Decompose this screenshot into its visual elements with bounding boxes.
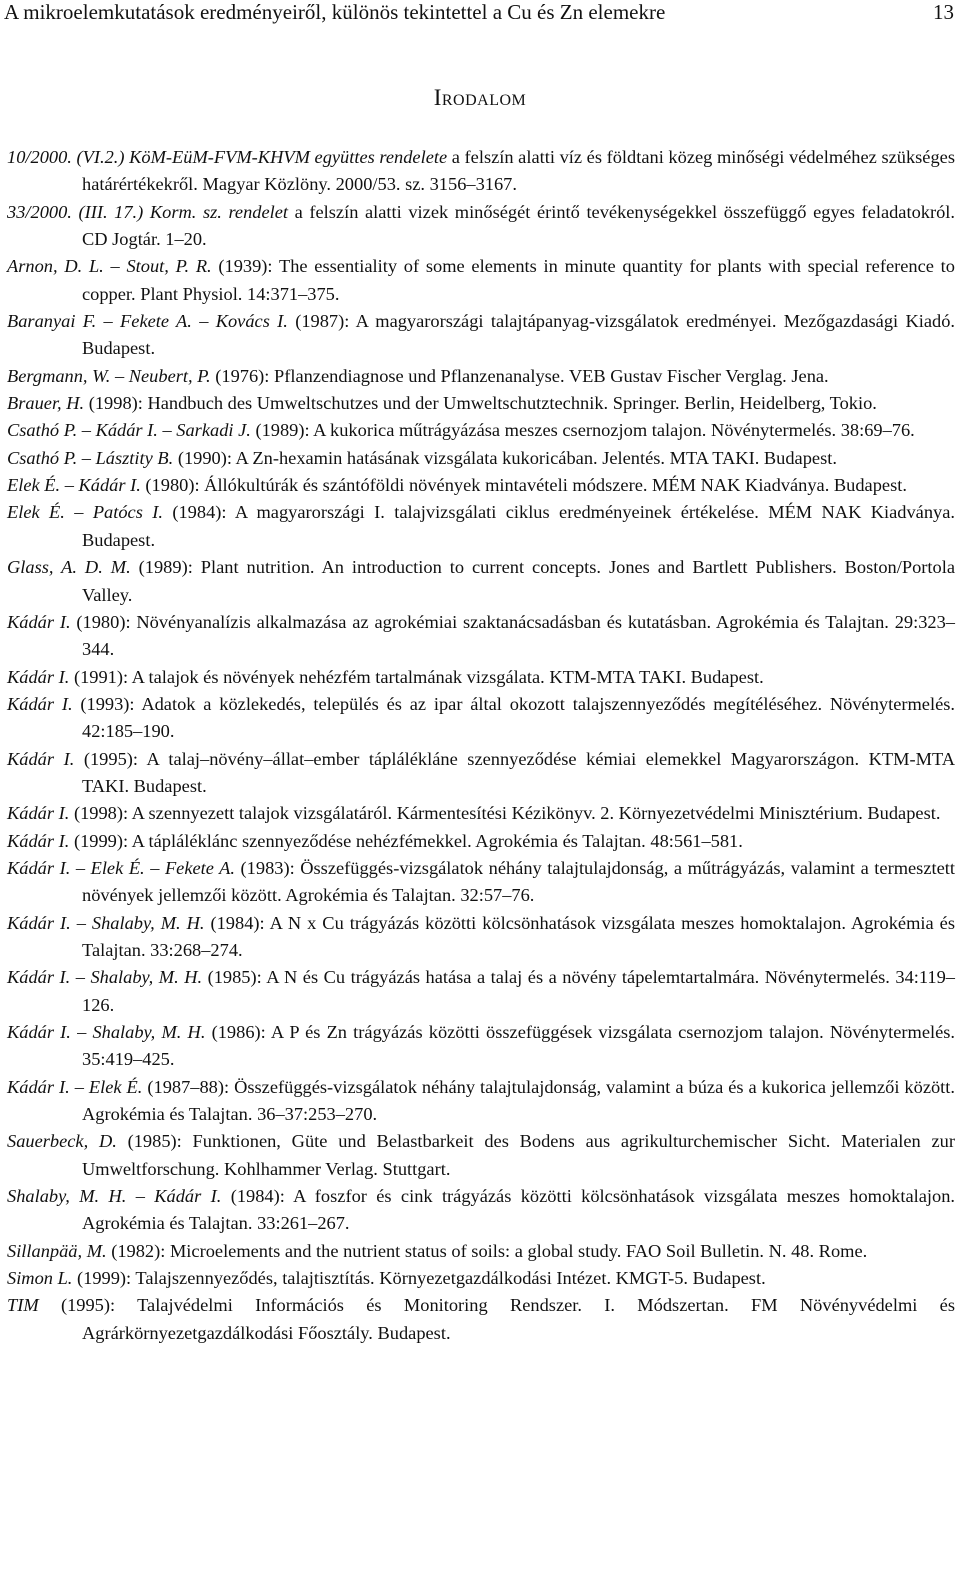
reference-text: a felszín alatti víz és földtani közeg minőségi védelméhez szükséges határértékekről. Magyar Közlöny. 2000/53. sz. 3156–3167. [82, 147, 955, 195]
reference-entry [7, 910, 955, 965]
reference-text: (1980): Állókultúrák és szántóföldi növények mintavételi módszere. MÉM NAK Kiadványa. Budapest. [140, 475, 907, 496]
reference-entry [7, 472, 955, 499]
reference-entry [7, 1183, 955, 1238]
reference-authors: Shalaby, M. H. – Kádár I. [7, 1186, 222, 1207]
reference-entry [7, 499, 955, 554]
reference-entry [7, 609, 955, 664]
reference-entry [7, 445, 955, 472]
reference-entry [7, 199, 955, 254]
reference-text: (1976): Pflanzendiagnose und Pflanzenanalyse. VEB Gustav Fischer Verglag. Jena. [210, 365, 829, 386]
reference-text: (1980): Növényanalízis alkalmazása az agrokémiai szaktanácsadásban és kutatásban. Agrokémia és Talajtan. 29:323–344. [70, 611, 955, 660]
reference-entry [7, 390, 955, 417]
reference-text: (1983): Összefüggés-vizsgálatok néhány talajtulajdonság, a műtrágyázás, valamint a termesztett növények jellemzői között. Agrokémia és Talajtan. 32:57–76. [82, 857, 955, 906]
reference-text: (1982): Microelements and the nutrient status of soils: a global study. FAO Soil Bulletin. N. 48. Rome. [106, 1240, 868, 1261]
reference-entry [7, 1292, 955, 1347]
reference-authors: Kádár I. [7, 803, 70, 824]
reference-authors: Elek É. – Kádár I. [7, 475, 141, 496]
reference-entry [7, 664, 955, 691]
reference-text: (1987–88): Összefüggés-vizsgálatok néhány talajtulajdonság, valamint a búza és a kukorica jellemzői között. Agrokémia és Talajtan. 36–37:253–270. [82, 1076, 955, 1125]
reference-authors: 10/2000. (VI.2.) KöM-EüM-FVM-KHVM együttes rendelete [7, 147, 448, 167]
reference-entry [7, 1128, 955, 1183]
running-header [4, 0, 954, 24]
reference-authors: Brauer, H. [7, 393, 85, 414]
reference-authors: Kádár I. – Elek É. [7, 1076, 143, 1097]
reference-text: (1985): A N és Cu trágyázás hatása a talaj és a növény tápelemtartalmára. Növénytermelés. 34:119–126. [82, 967, 955, 1015]
reference-authors: TIM [7, 1295, 39, 1316]
reference-authors: Kádár I. [7, 830, 70, 851]
reference-text: (1989): A kukorica műtrágyázása meszes csernozjom talajon. Növénytermelés. 38:69–76. [250, 420, 915, 441]
reference-authors: Simon L. [7, 1268, 73, 1289]
reference-entry [7, 691, 955, 746]
reference-text: (1984): A magyarországi I. talajvizsgálati ciklus eredményeinek értékelése. MÉM NAK Kiadványa. Budapest. [82, 502, 956, 550]
reference-authors: Kádár I. [7, 693, 73, 714]
reference-text: (1991): A talajok és növények nehézfém tartalmának vizsgálata. KTM-MTA TAKI. Budapest. [69, 666, 764, 687]
reference-entry [7, 554, 955, 609]
reference-authors: Kádár I. [7, 611, 71, 632]
reference-text: (1998): Handbuch des Umweltschutzes und der Umweltschutztechnik. Springer. Berlin, Heidelberg, Tokio. [84, 393, 877, 414]
reference-authors: Arnon, D. L. – Stout, P. R. [7, 256, 212, 277]
reference-entry [7, 800, 955, 827]
running-title: A mikroelemkutatások eredményeiről, különös tekintettel a Cu és Zn elemekre [4, 0, 666, 24]
reference-entry [7, 855, 955, 910]
reference-authors: Sillanpää, M. [7, 1240, 107, 1261]
reference-entry [7, 746, 955, 801]
reference-authors: Sauerbeck, D. [7, 1131, 117, 1152]
reference-text: a felszín alatti vizek minőségét érintő tevékenységekkel összefüggő egyes feladatokról. CD Jogtár. 1–20. [82, 201, 955, 250]
reference-authors: Bergmann, W. – Neubert, P. [7, 365, 211, 386]
reference-authors: Baranyai F. – Fekete A. – Kovács I. [7, 311, 288, 332]
reference-entry [7, 253, 955, 308]
reference-list [7, 144, 955, 1347]
reference-entry [7, 1019, 955, 1074]
reference-text: (1987): A magyarországi talajtápanyag-vizsgálatok eredményei. Mezőgazdasági Kiadó. Budapest. [82, 311, 955, 359]
reference-text: (1999): Talajszennyeződés, talajtisztítás. Környezetgazdálkodási Intézet. KMGT-5. Budapest. [72, 1268, 766, 1289]
reference-text: (1985): Funktionen, Güte und Belastbarkeit des Bodens aus agrikulturchemischer Sicht. Materialen zur Umweltforschung. Kohlhammer Verlag. Stuttgart. [82, 1131, 955, 1179]
reference-text: (1999): A tápláléklánc szennyeződése nehézfémekkel. Agrokémia és Talajtan. 48:561–581. [69, 830, 743, 851]
reference-authors: Kádár I. [7, 748, 75, 769]
reference-entry [7, 828, 955, 855]
section-title: Irodalom [433, 85, 527, 110]
reference-text: (1993): Adatok a közlekedés, település és az ipar által okozott talajszennyeződés megítéléséhez. Növénytermelés. 42:185–190. [72, 693, 955, 742]
reference-entry [7, 1074, 955, 1129]
reference-entry [7, 417, 955, 444]
reference-authors: Kádár I. [7, 666, 70, 687]
reference-authors: Kádár I. – Shalaby, M. H. [7, 1022, 206, 1042]
reference-authors: Kádár I. – Shalaby, M. H. [7, 912, 205, 933]
reference-authors: Glass, A. D. M. [7, 557, 131, 578]
reference-entry [7, 308, 955, 363]
reference-authors: Csathó P. – Kádár I. – Sarkadi J. [7, 420, 251, 441]
reference-text: (1939): The essentiality of some elements in minute quantity for plants with special reference to copper. Plant Physiol. 14:371–375. [82, 256, 955, 304]
reference-text: (1984): A foszfor és cink trágyázás közötti kölcsönhatások vizsgálata meszes homoktalajon. Agrokémia és Talajtan. 33:261–267. [82, 1186, 955, 1234]
reference-entry [7, 144, 955, 199]
reference-text: (1998): A szennyezett talajok vizsgálatáról. Kármentesítési Kézikönyv. 2. Környezetvédelmi Minisztérium. Budapest. [69, 803, 941, 824]
reference-entry [7, 964, 955, 1019]
reference-entry [7, 363, 955, 390]
reference-authors: Kádár I. – Shalaby, M. H. [7, 967, 203, 988]
page-number: 13 [933, 0, 954, 24]
reference-authors: Elek É. – Patócs I. [7, 502, 163, 523]
reference-text: (1984): A N x Cu trágyázás közötti kölcsönhatások vizsgálata meszes homoktalajon. Agrokémia és Talajtan. 33:268–274. [82, 912, 955, 960]
reference-entry [7, 1265, 955, 1292]
reference-authors: Csathó P. – Lásztity B. [7, 447, 174, 468]
reference-text: (1995): A talaj–növény–állat–ember táplálékláne szennyeződése kémiai elemekkel Magyarországon. KTM-MTA TAKI. Budapest. [74, 748, 955, 796]
reference-entry [7, 1238, 955, 1265]
reference-text: (1986): A P és Zn trágyázás közötti összefüggések vizsgálata csernozjom talajon. Növénytermelés. 35:419–425. [82, 1022, 956, 1070]
reference-text: (1989): Plant nutrition. An introduction to current concepts. Jones and Bartlett Publishers. Boston/Portola Valley. [82, 557, 955, 605]
reference-authors: Kádár I. – Elek É. – Fekete A. [7, 857, 235, 878]
reference-text: (1990): A Zn-hexamin hatásának vizsgálata kukoricában. Jelentés. MTA TAKI. Budapest. [173, 447, 837, 468]
reference-authors: 33/2000. (III. 17.) Korm. sz. rendelet [7, 201, 289, 222]
reference-text: (1995): Talajvédelmi Információs és Monitoring Rendszer. I. Módszertan. FM Növényvédelmi és Agrárkörnyezetgazdálkodási Főosztály. Budapest. [38, 1295, 955, 1343]
